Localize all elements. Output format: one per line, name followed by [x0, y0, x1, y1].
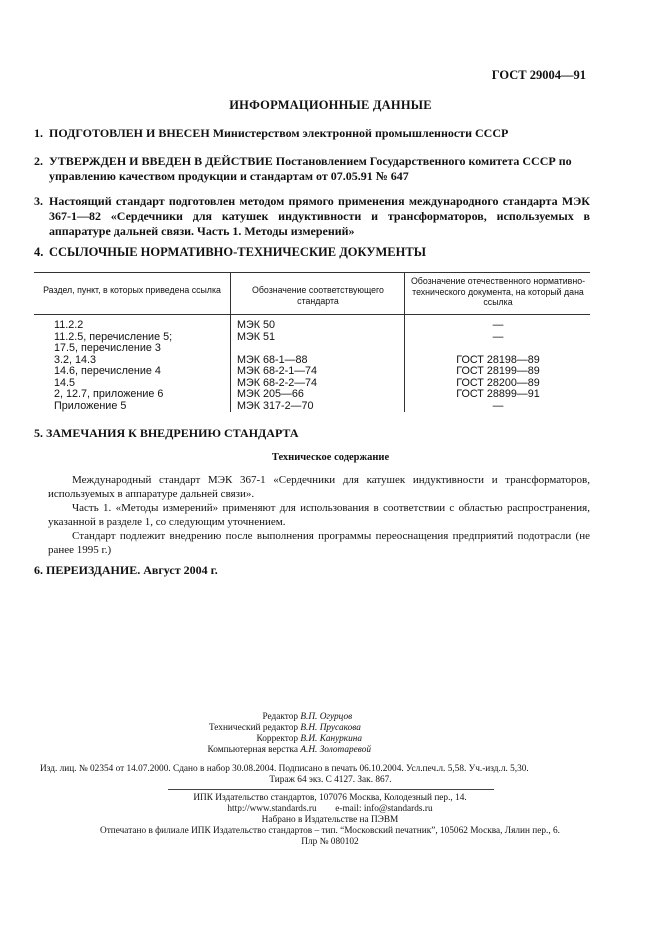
section-3 — [34, 194, 590, 239]
paragraph-2-text: Часть 1. «Методы измерений» применяют для использования в соответствии с областью распространения, указанной в разделе 1, со следующим уточнением. — [48, 502, 590, 528]
section-1-text: Министерством электронной промышленности СССР — [209, 126, 509, 140]
table-cell: — — [492, 319, 504, 331]
table-cell: МЭК 205—66 — [237, 388, 304, 400]
table-cell: 3.2, 14.3 — [54, 353, 97, 366]
paragraph-2 — [48, 501, 590, 529]
table-cell: МЭК 68-2-1—74 — [237, 365, 318, 377]
paragraph-1-text: Международный стандарт МЭК 367-1 «Сердечники для катушек индуктивности и трансформаторов, используемых в аппаратуре дальней связи». — [48, 474, 590, 500]
section-1 — [34, 126, 590, 141]
publisher-address: ИПК Издательство стандартов, 107076 Москва, Колодезный пер., 14. — [193, 793, 467, 803]
section-6-text: Август 2004 г. — [140, 563, 218, 577]
imprint-divider — [168, 789, 494, 790]
table-cell: 2, 12.7, приложение 6 — [54, 388, 164, 400]
table-cell — [406, 343, 590, 355]
table-cell: 17.5, перечисление 3 — [54, 342, 161, 354]
table-header-section: Раздел, пункт, в которых приведена ссылка — [43, 285, 221, 295]
table-cell — [237, 343, 402, 355]
paragraph-1 — [48, 473, 590, 501]
table-column-divider — [404, 272, 405, 412]
table-cell: 11.2.5, перечисление 5; — [54, 330, 173, 343]
page-title: ИНФОРМАЦИОННЫЕ ДАННЫЕ — [229, 98, 432, 112]
corrector-label: Корректор — [256, 734, 298, 744]
table-column-national-docs — [406, 320, 590, 412]
layout-label: Компьютерная верстка — [207, 745, 298, 755]
section-2-text: Постановлением Государственного комитета СССР по управлению качеством продукции и стандартам от 07.05.91 № 647 — [49, 154, 572, 183]
editor-name: В.П. Огурцов — [300, 712, 353, 722]
section-1-number: 1. — [34, 126, 43, 140]
table-cell: ГОСТ 28899—91 — [456, 388, 540, 400]
table-cell: ГОСТ 28199—89 — [456, 365, 540, 377]
section-4 — [34, 245, 590, 260]
license-number: Плр № 080102 — [301, 837, 359, 847]
table-cell: ГОСТ 28198—89 — [456, 353, 540, 366]
section-5-heading — [34, 426, 299, 441]
technical-content-title: Техническое содержание — [271, 452, 390, 463]
table-cell: 14.5 — [54, 376, 76, 389]
section-3-number: 3. — [34, 194, 43, 208]
section-2-heading: УТВЕРЖДЕН И ВВЕДЕН В ДЕЙСТВИЕ — [49, 154, 273, 168]
table-top-border — [34, 272, 590, 273]
table-cell: ГОСТ 28200—89 — [456, 376, 540, 389]
publication-details: Изд. лиц. № 02354 от 14.07.2000. Сдано в набор 30.08.2004. Подписано в печать 06.10.2004. Усл.печ.л. 5,58. Уч.-изд.л. 5,30. — [40, 764, 529, 774]
table-cell: МЭК 317-2—70 — [237, 399, 314, 412]
table-column-divider — [230, 272, 231, 412]
table-cell: 11.2.2 — [54, 319, 84, 331]
paragraph-3-text: Стандарт подлежит внедрению после выполнения программы переоснащения предприятий подотрасли (не ранее 1995 г.) — [48, 530, 590, 556]
table-cell: МЭК 50 — [237, 319, 276, 331]
print-run: Тираж 64 экз. С 4127. Зак. 867. — [269, 775, 392, 785]
table-cell: МЭК 68-1—88 — [237, 353, 308, 366]
section-4-heading: ССЫЛОЧНЫЕ НОРМАТИВНО-ТЕХНИЧЕСКИЕ ДОКУМЕНТЫ — [49, 245, 426, 259]
section-1-heading: ПОДГОТОВЛЕН И ВНЕСЕН — [49, 126, 210, 140]
editorial-credits — [150, 712, 570, 756]
table-column-sections — [54, 320, 230, 412]
table-header-national-doc: Обозначение отечественного нормативно-технического документа, на который дана ссылка — [410, 276, 586, 307]
table-cell: 14.6, перечисление 4 — [54, 365, 161, 377]
section-4-number: 4. — [34, 245, 44, 259]
typeset-info: Набрано в Издательстве на ПЭВМ — [261, 815, 399, 825]
section-2-number: 2. — [34, 154, 43, 168]
layout-name: А.Н. Золотаревой — [300, 745, 371, 755]
table-cell: — — [492, 330, 504, 343]
section-2 — [34, 154, 590, 184]
editor-label: Редактор — [262, 712, 298, 722]
reference-documents-table — [34, 272, 590, 412]
table-cell: МЭК 68-2-2—74 — [237, 376, 318, 389]
table-cell: Приложение 5 — [54, 399, 127, 412]
section-5-number: 5. — [34, 426, 43, 440]
publisher-web-contacts: http://www.standards.ru e-mail: info@standards.ru — [227, 804, 433, 814]
tech-editor-label: Технический редактор — [208, 723, 298, 733]
table-header-border — [34, 314, 590, 315]
printing-house-info: Отпечатано в филиале ИПК Издательство стандартов – тип. “Московский печатник”, 105062 Москва, Лялин пер., 6. — [99, 826, 560, 836]
table-column-standards — [237, 320, 402, 412]
section-6 — [34, 563, 218, 578]
table-cell: — — [492, 399, 504, 412]
corrector-name: В.И. Кануркина — [300, 734, 363, 744]
publisher-info — [30, 793, 630, 848]
table-cell: МЭК 51 — [237, 330, 276, 343]
section-3-text: Настоящий стандарт подготовлен методом прямого применения международного стандарта МЭК 367-1—82 «Сердечники для катушек индуктивности и трансформаторов, используемых в аппаратуре дальней связи. Часть 1. Методы измерений» — [49, 194, 590, 238]
section-6-number: 6. — [34, 563, 43, 577]
paragraph-3 — [48, 529, 590, 557]
table-header-standard: Обозначение соответствующего стандарта — [252, 285, 384, 306]
section-5-title: ЗАМЕЧАНИЯ К ВНЕДРЕНИЮ СТАНДАРТА — [46, 426, 299, 440]
section-6-heading: ПЕРЕИЗДАНИЕ. — [46, 563, 141, 577]
document-code: ГОСТ 29004—91 — [491, 68, 586, 82]
tech-editor-name: В.Н. Прусакова — [300, 723, 361, 733]
